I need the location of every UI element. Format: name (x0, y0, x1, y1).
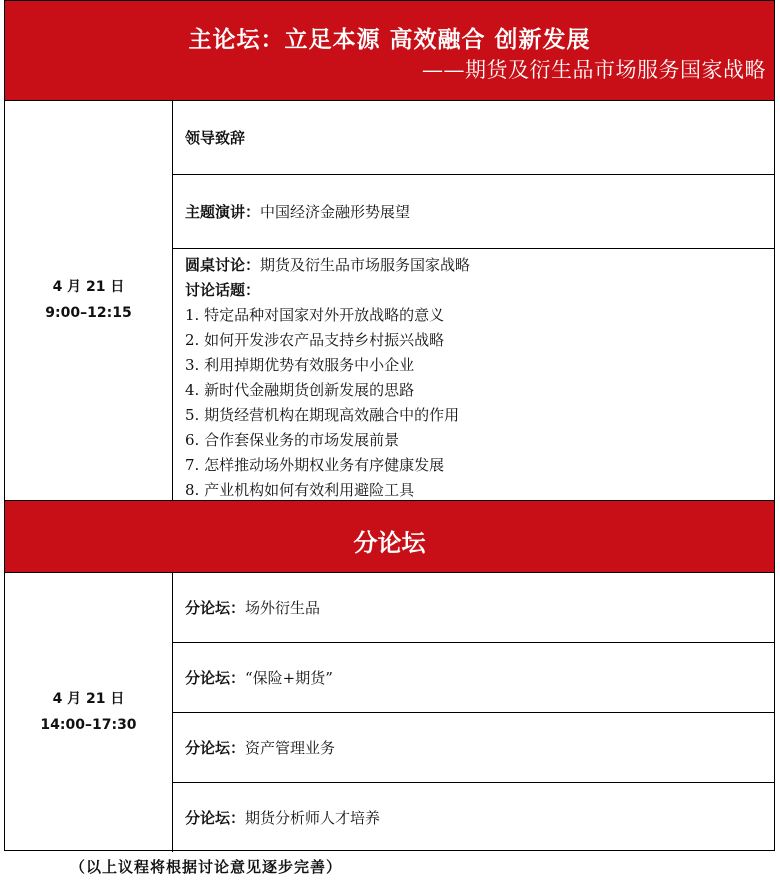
agenda-row-roundtable (173, 249, 774, 500)
row-text: “保险+期货” (245, 669, 333, 687)
row-label: 分论坛： (185, 809, 246, 827)
row-label: 主题演讲： (185, 203, 261, 221)
sub-forum-time-cell (5, 573, 173, 852)
main-forum-time: 9:00–12:15 (45, 305, 132, 321)
roundtable-heading (185, 253, 774, 278)
topic-item: 7. 怎样推动场外期权业务有序健康发展 (185, 456, 445, 474)
main-forum-date: 4 月 21 日 (52, 279, 125, 295)
sub-forum-row-analyst (173, 783, 774, 852)
agenda-row-keynote (173, 175, 774, 249)
agenda-table (4, 0, 775, 851)
sub-forum-date: 4 月 21 日 (52, 691, 125, 707)
topic-item: 8. 产业机构如何有效利用避险工具 (185, 481, 415, 499)
agenda-row-leader-speech (173, 101, 774, 175)
sub-forum-row-asset-mgmt (173, 713, 774, 783)
row-text: 期货及衍生品市场服务国家战略 (260, 256, 471, 274)
topic-item: 6. 合作套保业务的市场发展前景 (185, 431, 400, 449)
agenda-footnote: （以上议程将根据讨论意见逐步完善） (70, 858, 343, 876)
topics-label: 讨论话题： (185, 281, 261, 299)
row-text: 中国经济金融形势展望 (260, 203, 411, 221)
sub-forum-row-insurance (173, 643, 774, 713)
row-text: 期货分析师人才培养 (245, 809, 381, 827)
sub-forum-row-otc (173, 573, 774, 643)
main-forum-time-cell (5, 101, 173, 500)
topic-item: 2. 如何开发涉农产品支持乡村振兴战略 (185, 331, 445, 349)
row-text: 场外衍生品 (245, 599, 321, 617)
row-label: 分论坛： (185, 669, 246, 687)
row-label: 分论坛： (185, 739, 246, 757)
row-label: 分论坛： (185, 599, 246, 617)
topic-item: 1. 特定品种对国家对外开放战略的意义 (185, 306, 445, 324)
main-forum-title: 主论坛：立足本源 高效融合 创新发展 (188, 26, 591, 53)
sub-forum-header (5, 500, 774, 573)
topic-item: 3. 利用掉期优势有效服务中小企业 (185, 356, 415, 374)
sub-forum-time: 14:00–17:30 (40, 717, 137, 733)
main-forum-subtitle: ——期货及衍生品市场服务国家战略 (422, 58, 766, 82)
row-label: 领导致辞 (185, 129, 246, 147)
topic-item: 4. 新时代金融期货创新发展的思路 (185, 381, 415, 399)
topic-item: 5. 期货经营机构在期现高效融合中的作用 (185, 406, 460, 424)
row-text: 资产管理业务 (245, 739, 336, 757)
main-forum-header (5, 1, 774, 101)
row-label: 圆桌讨论： (185, 256, 261, 274)
sub-forum-title: 分论坛 (353, 528, 426, 557)
